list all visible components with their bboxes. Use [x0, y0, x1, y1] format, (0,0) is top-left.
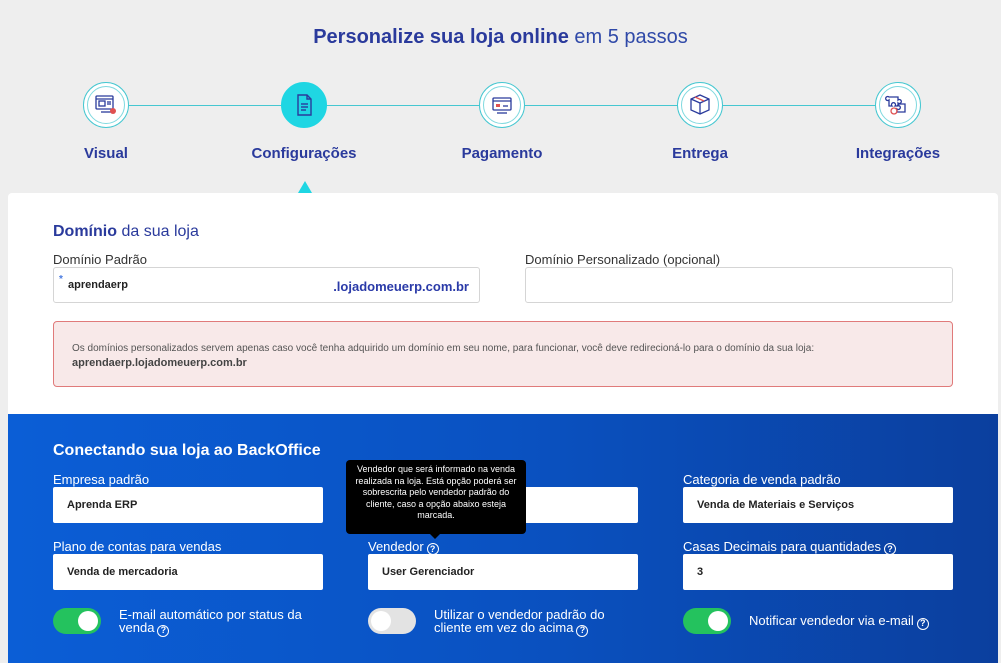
empresa-value: Aprenda ERP	[67, 499, 138, 511]
vendedor-value: User Gerenciador	[382, 566, 475, 578]
categoria-select[interactable]	[683, 487, 953, 523]
vendedor-padrao-label: Utilizar o vendedor padrão do cliente em vez do acima ?	[434, 607, 605, 635]
default-domain-value: aprendaerp	[68, 279, 128, 291]
page-title	[0, 26, 1001, 49]
help-icon[interactable]: ?	[157, 625, 169, 637]
email-auto-label: E-mail automático por status da venda ?	[119, 607, 302, 635]
vendedor-tooltip: Vendedor que será informado na venda realizada na loja. Está opção poderá ser sobrescrita pelo vendedor padrão do cliente, caso a opção abaixo esteja marcada.	[346, 460, 526, 534]
step-configuracoes[interactable]	[204, 82, 404, 162]
step-pagamento[interactable]	[402, 82, 602, 162]
step-configuracoes-label: Configurações	[251, 145, 357, 162]
domain-section-title: Domínio da sua loja	[53, 223, 199, 240]
casas-label: Casas Decimais para quantidades ?	[683, 539, 896, 555]
visual-icon	[93, 92, 119, 118]
box-icon	[687, 92, 713, 118]
notificar-label: Notificar vendedor via e-mail ?	[749, 614, 969, 630]
backoffice-title: Conectando sua loja ao BackOffice	[53, 442, 321, 459]
empresa-select[interactable]	[53, 487, 323, 523]
help-icon[interactable]: ?	[576, 625, 588, 637]
step-entrega[interactable]	[600, 82, 800, 162]
plano-select[interactable]	[53, 554, 323, 590]
page-title-bold: Personalize sua loja online	[313, 26, 569, 48]
vendedor-padrao-toggle[interactable]	[368, 608, 416, 634]
step-entrega-label: Entrega	[672, 145, 728, 162]
notificar-toggle[interactable]	[683, 608, 731, 634]
domain-alert-text: Os domínios personalizados servem apenas caso você tenha adquirido um domínio em seu nome, para funcionar, você deve redirecioná-lo para o domínio da sua loja:	[72, 343, 815, 354]
active-step-caret	[298, 181, 312, 193]
casas-value: 3	[697, 566, 704, 578]
plano-label: Plano de contas para vendas	[53, 539, 222, 554]
domain-alert	[53, 321, 953, 387]
payment-icon	[489, 92, 515, 118]
casas-input[interactable]	[683, 554, 953, 590]
help-icon[interactable]: ?	[917, 618, 929, 630]
plano-value: Venda de mercadoria	[67, 566, 178, 578]
page-title-rest: em 5 passos	[574, 26, 688, 48]
document-icon	[293, 93, 315, 117]
step-pagamento-label: Pagamento	[461, 145, 543, 162]
custom-domain-input[interactable]	[525, 267, 953, 303]
help-icon[interactable]: ?	[884, 543, 896, 555]
empresa-label: Empresa padrão	[53, 472, 150, 487]
required-icon: *	[59, 274, 63, 285]
step-integracoes[interactable]	[798, 82, 998, 162]
categoria-label: Categoria de venda padrão	[683, 472, 841, 487]
step-integracoes-label: Integrações	[855, 145, 941, 162]
help-icon[interactable]: ?	[427, 543, 439, 555]
domain-alert-domain: aprendaerp.lojadomeuerp.com.br	[72, 357, 247, 369]
default-domain-suffix: .lojadomeuerp.com.br	[333, 279, 469, 294]
step-visual[interactable]	[6, 82, 206, 162]
integrations-icon	[885, 92, 911, 118]
custom-domain-label: Domínio Personalizado (opcional)	[525, 252, 721, 267]
default-domain-label: Domínio Padrão	[53, 252, 147, 267]
vendedor-select[interactable]	[368, 554, 638, 590]
step-visual-label: Visual	[84, 145, 128, 162]
default-domain-input[interactable]	[53, 267, 480, 303]
vendedor-label: Vendedor ?	[368, 539, 439, 555]
email-auto-toggle[interactable]	[53, 608, 101, 634]
categoria-value: Venda de Materiais e Serviços	[697, 499, 855, 511]
